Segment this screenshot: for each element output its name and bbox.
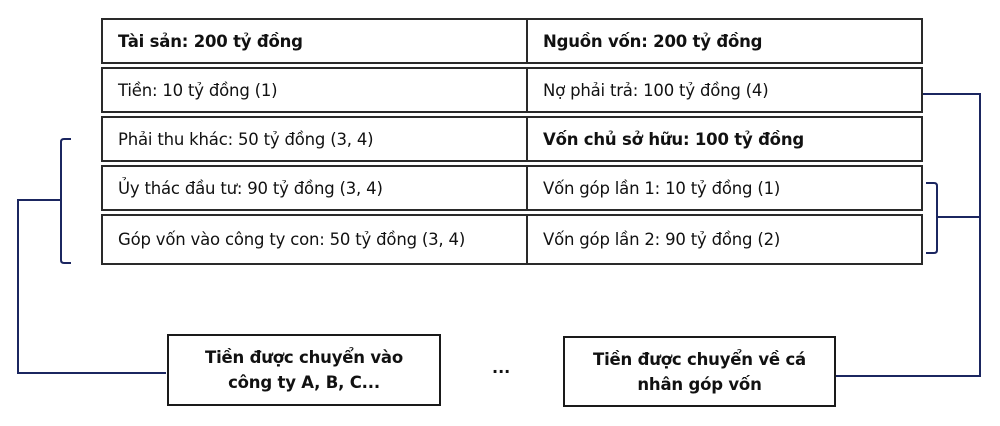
owners-equity-cell: Vốn chủ sở hữu: 100 tỷ đồng [543, 129, 804, 149]
funds-to-contributors-box [563, 336, 836, 407]
table-row [101, 67, 923, 113]
liabilities-cell: Nợ phải trả: 100 tỷ đồng (4) [543, 80, 769, 100]
right-bracket [926, 183, 937, 253]
capital-contribution-2-cell: Vốn góp lần 2: 90 tỷ đồng (2) [543, 230, 781, 249]
investment-trust-cell: Ủy thác đầu tư: 90 tỷ đồng (3, 4) [103, 167, 528, 209]
capital-contribution-1-cell: Vốn góp lần 1: 10 tỷ đồng (1) [543, 178, 781, 198]
funds-to-companies-box [167, 334, 441, 406]
funds-to-contributors-line1: Tiền được chuyển về cá [593, 349, 806, 369]
table-row [101, 165, 923, 211]
left-bracket [61, 139, 71, 263]
assets-total-cell: Tài sản: 200 tỷ đồng [103, 20, 528, 62]
table-row [101, 214, 923, 265]
capital-total-cell: Nguồn vốn: 200 tỷ đồng [543, 31, 763, 51]
other-receivables-cell: Phải thu khác: 50 tỷ đồng (3, 4) [103, 118, 528, 160]
table-row [101, 116, 923, 162]
table-row-header [101, 18, 923, 64]
subsidiary-investment-cell: Góp vốn vào công ty con: 50 tỷ đồng (3, 4) [103, 216, 528, 263]
funds-to-companies-line2: công ty A, B, C... [228, 373, 380, 392]
funds-to-contributors-line2: nhân góp vốn [637, 374, 762, 394]
ellipsis-text: ... [492, 358, 511, 377]
cash-cell: Tiền: 10 tỷ đồng (1) [103, 69, 528, 111]
funds-to-companies-line1: Tiền được chuyển vào [205, 348, 403, 367]
